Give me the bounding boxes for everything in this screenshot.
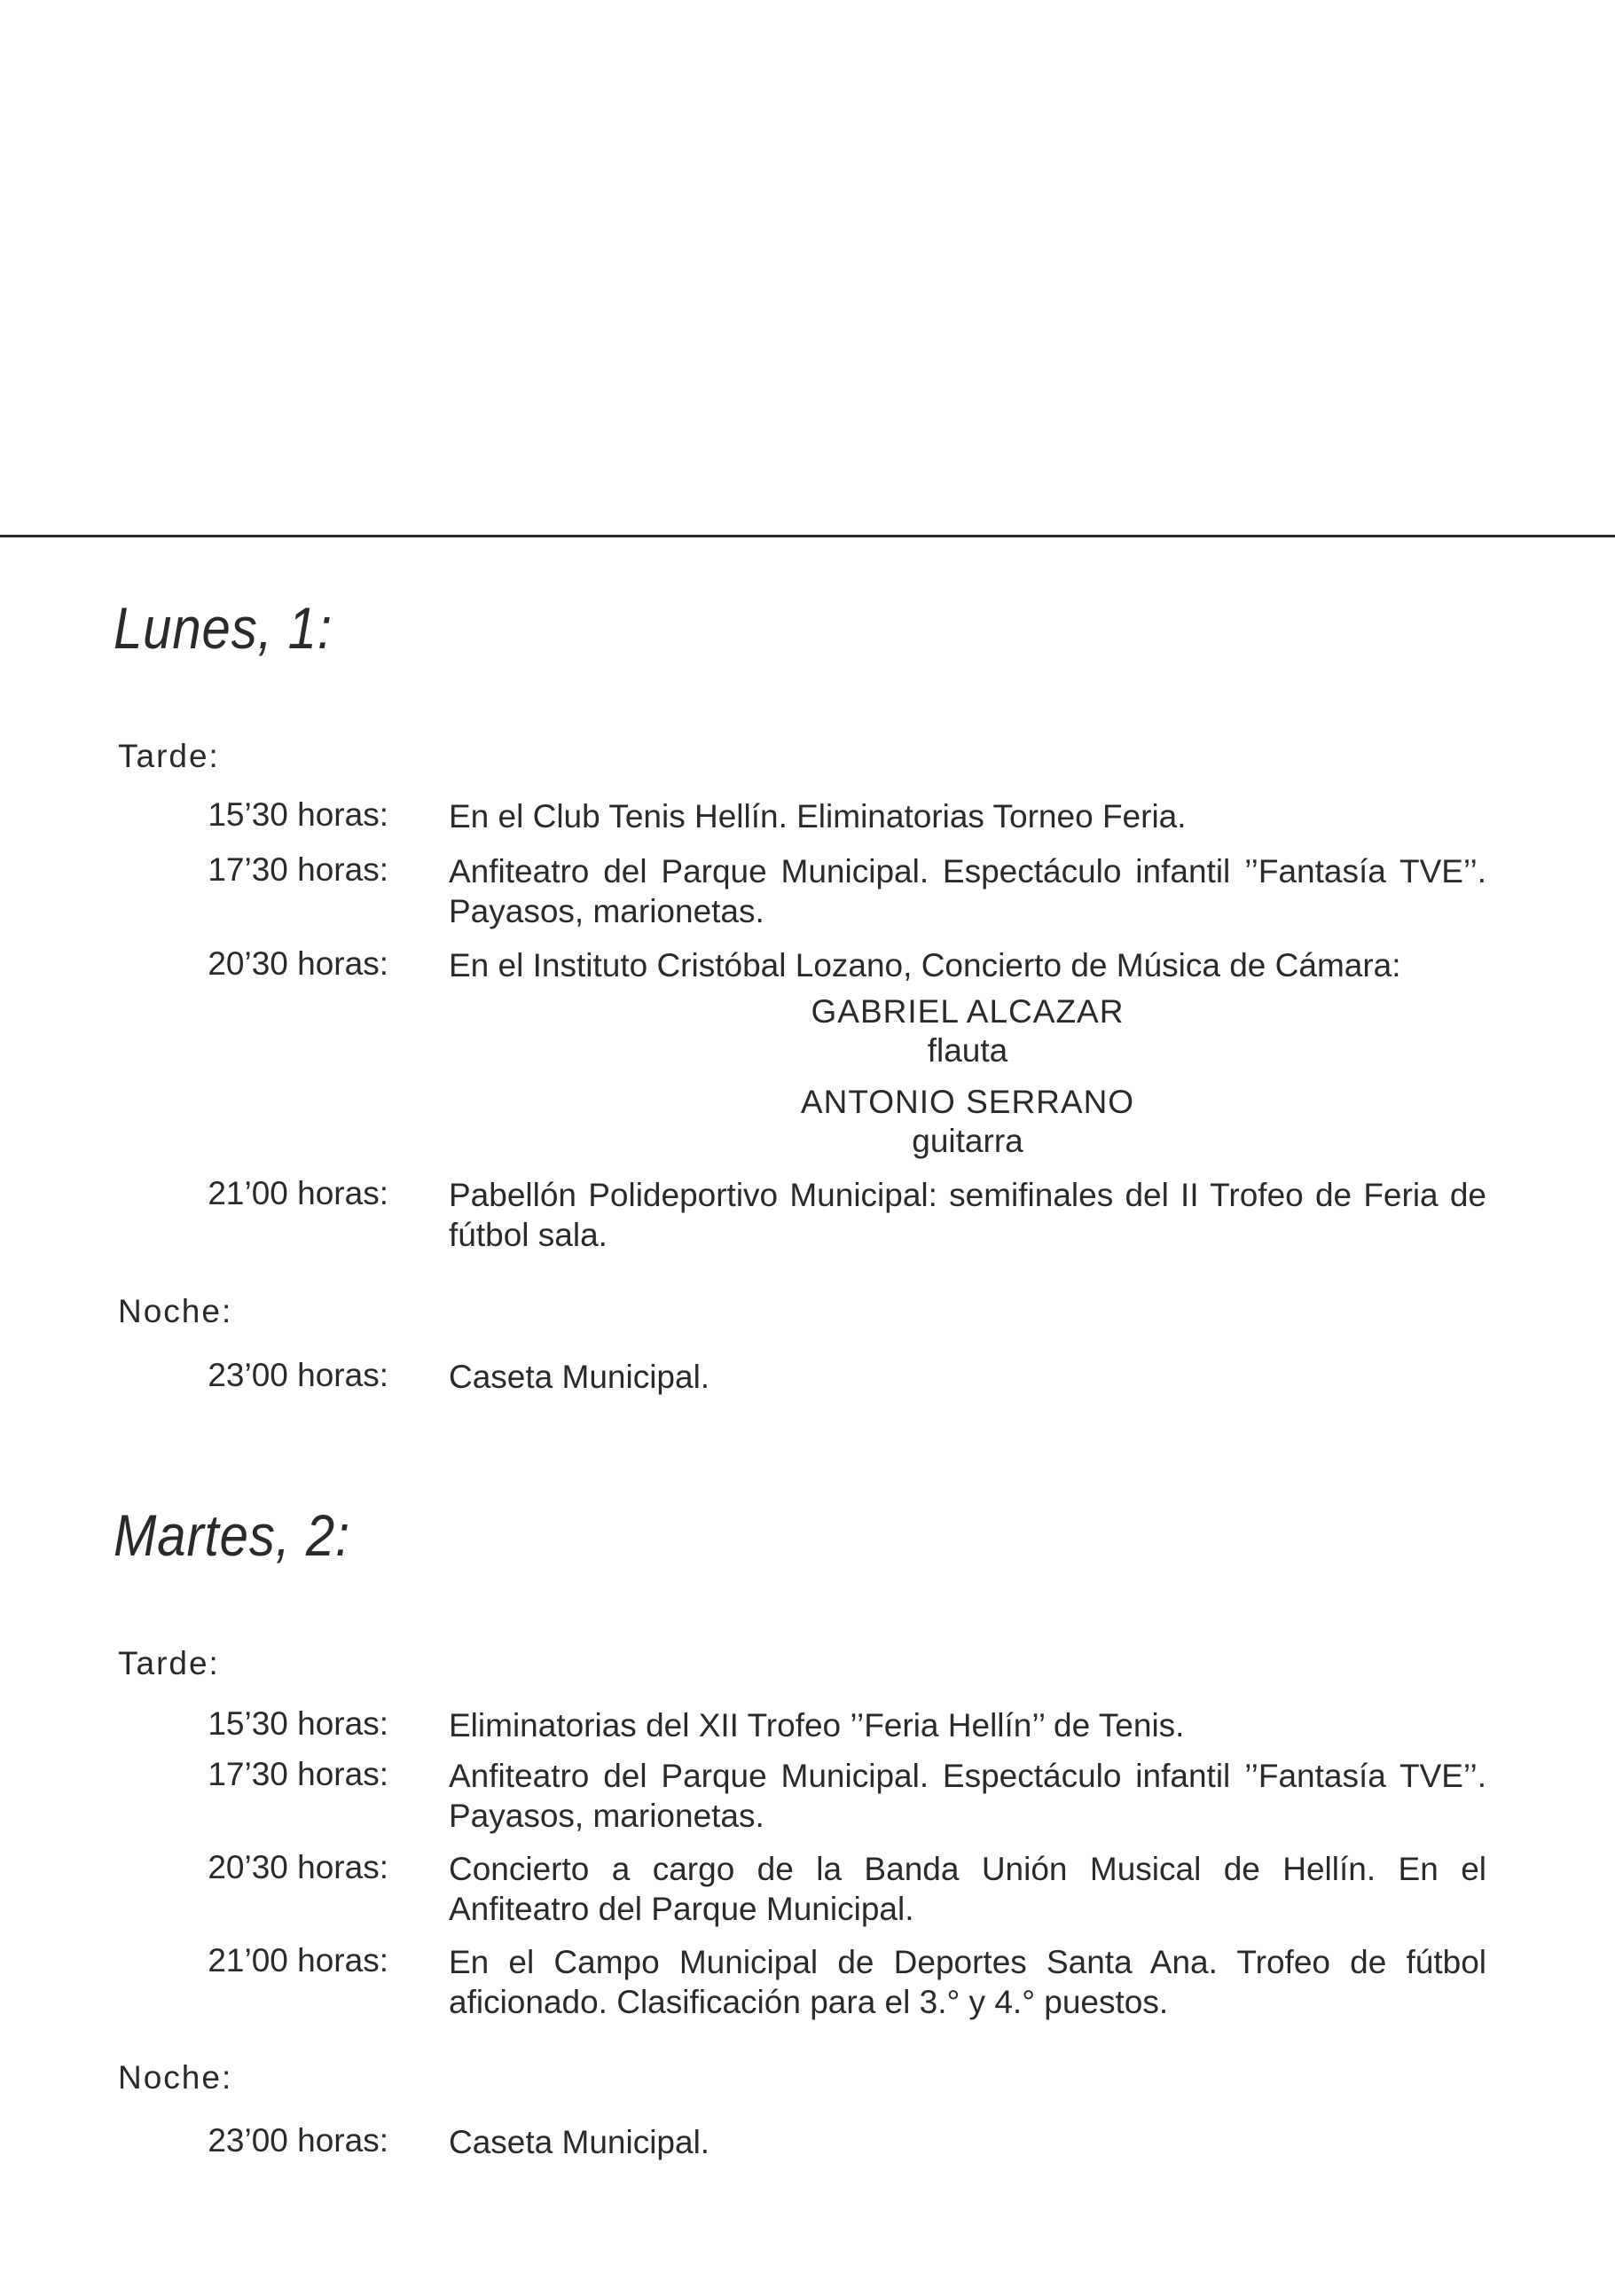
event-description: Concierto a cargo de la Banda Unión Musical de Hellín. En el Anfiteatro del Parque Municipal. <box>449 1851 1486 1927</box>
event-description: En el Club Tenis Hellín. Eliminatorias Torneo Feria. <box>449 798 1187 835</box>
day-title-lunes: Lunes, 1: <box>114 595 333 661</box>
event-description: Caseta Municipal. <box>449 1359 710 1395</box>
event-time: 20’30 horas: <box>208 945 388 982</box>
event-description: En el Instituto Cristóbal Lozano, Concierto de Música de Cámara: <box>449 947 1401 983</box>
day-title-martes: Martes, 2: <box>114 1502 351 1568</box>
event-time: 17’30 horas: <box>208 1756 388 1792</box>
horizontal-rule <box>0 535 1615 537</box>
event-time: 15’30 horas: <box>208 796 388 833</box>
event-time: 20’30 horas: <box>208 1849 388 1885</box>
event-time: 21’00 horas: <box>208 1942 388 1979</box>
event-time: 23’00 horas: <box>208 2122 388 2159</box>
event-description: Pabellón Polideportivo Municipal: semifinales del II Trofeo de Feria de fútbol sala. <box>449 1177 1486 1253</box>
event-description: En el Campo Municipal de Deportes Santa Ana. Trofeo de fútbol aficionado. Clasificación para el 3.° y 4.° puestos. <box>449 1944 1486 2020</box>
event-time: 15’30 horas: <box>208 1705 388 1742</box>
period-label-tarde: Tarde: <box>118 738 220 774</box>
performer-name: ANTONIO SERRANO <box>800 1084 1135 1120</box>
event-time: 23’00 horas: <box>208 1357 388 1393</box>
event-time: 17’30 horas: <box>208 851 388 888</box>
performer-instrument: guitarra <box>912 1123 1023 1159</box>
period-label-tarde: Tarde: <box>118 1645 220 1681</box>
event-description: Caseta Municipal. <box>449 2124 710 2160</box>
event-time: 21’00 horas: <box>208 1175 388 1211</box>
period-label-noche: Noche: <box>118 2059 233 2096</box>
performer-name: GABRIEL ALCAZAR <box>811 993 1125 1030</box>
event-description: Anfiteatro del Parque Municipal. Espectáculo infantil ’’Fantasía TVE’’. Payasos, marionetas. <box>449 1758 1486 1834</box>
performer-instrument: flauta <box>927 1032 1008 1069</box>
event-description: Eliminatorias del XII Trofeo ’’Feria Hellín’’ de Tenis. <box>449 1707 1185 1744</box>
event-description: Anfiteatro del Parque Municipal. Espectáculo infantil ’’Fantasía TVE’’. Payasos, marionetas. <box>449 853 1486 929</box>
period-label-noche: Noche: <box>118 1293 233 1329</box>
